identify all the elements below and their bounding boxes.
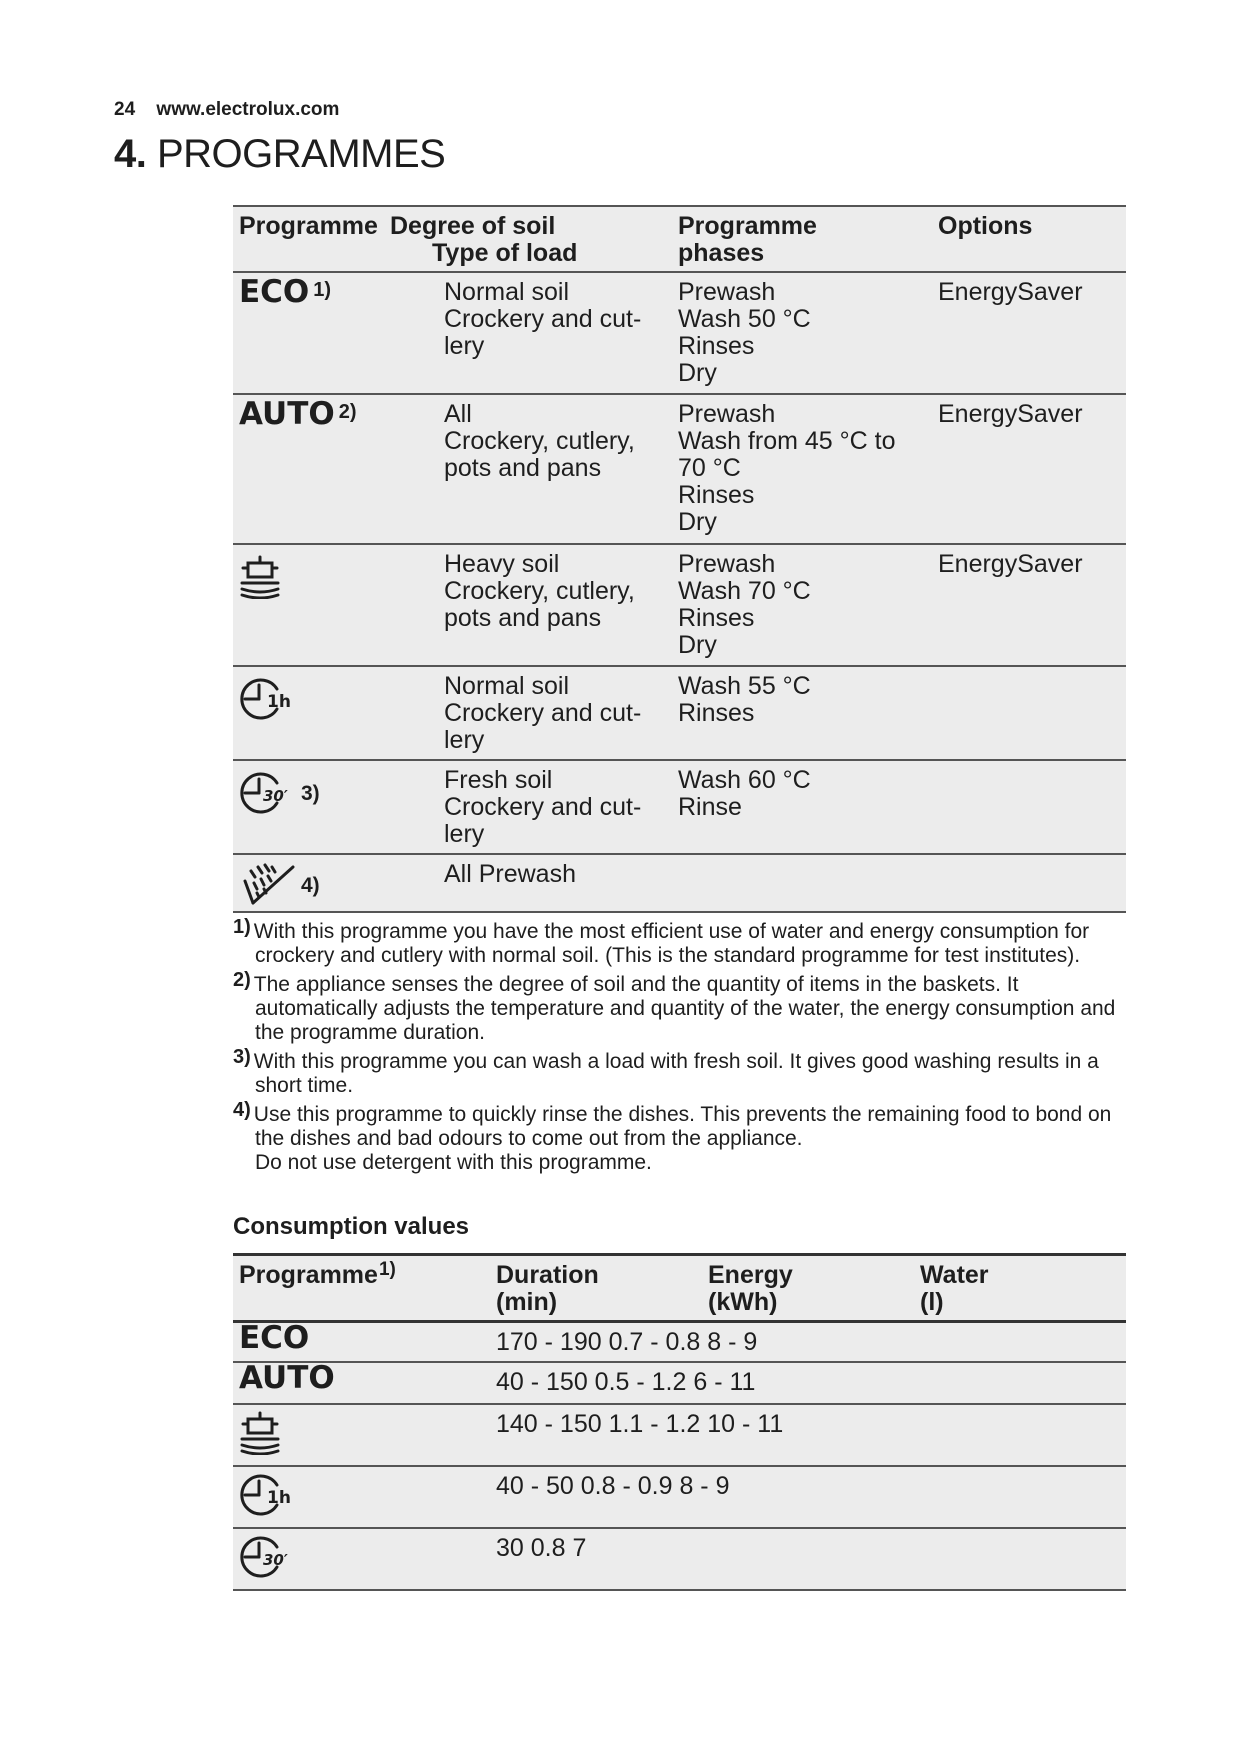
soil-text: All <box>444 400 472 428</box>
consumption-title: Consumption values <box>233 1213 470 1240</box>
header-energy-line1: Energy <box>708 1261 793 1289</box>
programme-cell <box>233 1322 490 1362</box>
footnote-ref: 1) <box>313 279 332 301</box>
footnote <box>233 1099 1126 1175</box>
load-text: Crockery and cut- <box>444 699 642 727</box>
phase-text: Dry <box>678 508 717 536</box>
header-options: Options <box>938 212 1033 240</box>
values-cell: 30 0.8 7 <box>496 1533 587 1562</box>
soil-load-cell <box>438 760 672 854</box>
soil-text: Normal soil <box>444 672 570 700</box>
phases-cell <box>672 666 932 760</box>
pots-pans-icon <box>239 1411 281 1461</box>
section-heading: PROGRAMMES <box>156 132 446 176</box>
section-number: 4. <box>114 132 147 176</box>
table-row <box>233 1362 1126 1404</box>
soil-text: Fresh soil <box>444 766 553 794</box>
phase-text: Dry <box>678 631 717 659</box>
phase-text: Wash 70 °C <box>678 577 811 605</box>
header-programme: Programme <box>239 212 378 240</box>
phase-text: Wash 55 °C <box>678 672 811 700</box>
programme-cell <box>233 394 438 544</box>
footnote-ref: 4) <box>301 873 320 897</box>
table-row <box>233 272 1126 394</box>
options-cell <box>932 666 1126 760</box>
eco-logo: ECO <box>239 1320 310 1356</box>
footnote <box>233 1046 1126 1098</box>
table-row <box>233 544 1126 666</box>
phases-cell <box>672 854 932 912</box>
phase-text: Rinses <box>678 699 755 727</box>
soil-text: Normal soil <box>444 278 570 306</box>
phases-cell <box>672 272 932 394</box>
header-duration-line1: Duration <box>496 1261 599 1289</box>
footnote-text: With this programme you can wash a load with fresh soil. It gives good washing results in a short time. <box>253 1050 1099 1097</box>
values-cell: 40 - 150 0.5 - 1.2 6 - 11 <box>496 1367 756 1396</box>
table-header-row <box>233 1255 1126 1322</box>
soil-text: Heavy soil <box>444 550 560 578</box>
programme-cell <box>233 1359 490 1404</box>
header-degree-of-soil: Degree of soil <box>390 212 556 240</box>
website-link[interactable]: www.electrolux.com <box>156 99 340 120</box>
consumption-table <box>233 1253 1126 1591</box>
page-header <box>114 99 339 121</box>
values-cell: 140 - 150 1.1 - 1.2 10 - 11 <box>496 1409 784 1438</box>
footnote-ref: 1) <box>378 1259 396 1280</box>
footnote <box>233 969 1126 1045</box>
header-phases-line1: Programme <box>678 212 817 240</box>
soil-load-cell <box>438 544 672 666</box>
footnote-ref: 3) <box>301 781 320 805</box>
table-row <box>233 666 1126 760</box>
programme-cell <box>233 1528 490 1590</box>
header-programme <box>233 1255 490 1322</box>
table-row <box>233 394 1126 544</box>
phase-text: Prewash <box>678 278 776 306</box>
header-phases <box>672 206 932 272</box>
load-text: Crockery and cut- <box>444 305 642 333</box>
clock-1h-icon <box>239 677 295 727</box>
programme-cell <box>233 760 438 854</box>
footnote-text: Use this programme to quickly rinse the dishes. This prevents the remaining food to bond on the dishes and bad odours to come out from the appliance. <box>253 1103 1112 1150</box>
values-cell: 170 - 190 0.7 - 0.8 8 - 9 <box>496 1328 758 1356</box>
table-row <box>233 1322 1126 1362</box>
header-energy-line2: (kWh) <box>708 1288 778 1316</box>
phase-text: Dry <box>678 359 717 387</box>
options-cell <box>932 760 1126 854</box>
footnote-mark: 3) <box>233 1046 251 1068</box>
header-water-line1: Water <box>920 1261 989 1289</box>
load-text: Crockery and cut- <box>444 793 642 821</box>
clock-30-icon <box>239 1535 295 1585</box>
auto-logo: AUTO <box>239 396 335 432</box>
options-cell: EnergySaver <box>938 550 1083 578</box>
header-water-line2: (l) <box>920 1288 944 1316</box>
footnote-mark: 4) <box>233 1099 251 1121</box>
phase-text: Wash 50 °C <box>678 305 811 333</box>
header-duration-line2: (min) <box>496 1288 558 1316</box>
table-row <box>233 1528 1126 1590</box>
svg-text:30′: 30′ <box>263 787 288 805</box>
svg-text:1h: 1h <box>267 692 291 712</box>
soil-load-cell <box>438 394 672 544</box>
soil-text: All Prewash <box>444 860 576 888</box>
programmes-table <box>233 205 1126 913</box>
load-text: Crockery, cutlery, <box>444 577 635 605</box>
phase-text: Rinses <box>678 481 755 509</box>
table-header-row <box>233 206 1126 272</box>
soil-load-cell <box>438 272 672 394</box>
programme-cell <box>233 854 438 912</box>
footnote <box>233 916 1126 968</box>
phase-text: Rinses <box>678 332 755 360</box>
footnote-mark: 1) <box>233 916 251 938</box>
header-phases-line2: phases <box>678 239 765 267</box>
phase-text: Rinse <box>678 793 742 821</box>
pots-pans-icon <box>239 555 281 605</box>
prewash-spray-icon <box>239 863 295 907</box>
auto-logo: AUTO <box>239 1359 335 1396</box>
options-cell <box>932 854 1126 912</box>
load-text: lery <box>444 726 485 754</box>
header-duration <box>490 1255 702 1322</box>
soil-load-cell <box>438 854 672 912</box>
load-text: pots and pans <box>444 604 602 632</box>
header-water <box>914 1255 1126 1322</box>
programme-cell <box>233 272 438 394</box>
programme-cell <box>233 544 438 666</box>
footnote-mark: 2) <box>233 969 251 991</box>
load-text: Crockery, cutlery, <box>444 427 635 455</box>
header-programme-soil <box>233 206 672 272</box>
phase-text: 70 °C <box>678 454 741 482</box>
programme-cell <box>233 1466 490 1528</box>
phase-text: Wash from 45 °C to <box>678 427 896 455</box>
svg-text:30′: 30′ <box>263 1550 288 1569</box>
clock-1h-icon <box>239 1473 295 1523</box>
footnote-text: The appliance senses the degree of soil and the quantity of items in the baskets. It automatically adjusts the temperature and quantity of the water, the energy consumption and the programme duration. <box>253 973 1116 1044</box>
footnote-text: Do not use detergent with this programme. <box>255 1151 652 1174</box>
page-number: 24 <box>114 99 136 120</box>
header-energy <box>702 1255 914 1322</box>
header-programme-text: Programme <box>239 1261 378 1289</box>
footnote-ref: 2) <box>338 401 357 423</box>
soil-load-cell <box>438 666 672 760</box>
programme-cell <box>233 666 438 760</box>
eco-logo: ECO <box>239 274 310 310</box>
phases-cell <box>672 760 932 854</box>
load-text: lery <box>444 332 485 360</box>
phase-text: Prewash <box>678 550 776 578</box>
section-title <box>114 132 445 177</box>
table-row <box>233 1404 1126 1466</box>
phases-cell <box>672 544 932 666</box>
table-row <box>233 760 1126 854</box>
clock-30-icon <box>239 771 295 815</box>
phase-text: Rinses <box>678 604 755 632</box>
table-row <box>233 854 1126 912</box>
options-cell: EnergySaver <box>938 278 1083 306</box>
programme-cell <box>233 1404 490 1466</box>
options-cell: EnergySaver <box>938 400 1083 428</box>
phase-text: Prewash <box>678 400 776 428</box>
values-cell: 40 - 50 0.8 - 0.9 8 - 9 <box>496 1471 730 1500</box>
phases-cell <box>672 394 932 544</box>
table-row <box>233 1466 1126 1528</box>
footnote-text: With this programme you have the most efficient use of water and energy consumption for crockery and cutlery with normal soil. (This is the standard programme for test institutes). <box>253 920 1090 967</box>
header-type-of-load: Type of load <box>432 239 578 267</box>
svg-text:1h: 1h <box>267 1487 291 1508</box>
footnotes <box>233 916 1126 1180</box>
load-text: pots and pans <box>444 454 602 482</box>
load-text: lery <box>444 820 485 848</box>
phase-text: Wash 60 °C <box>678 766 811 794</box>
